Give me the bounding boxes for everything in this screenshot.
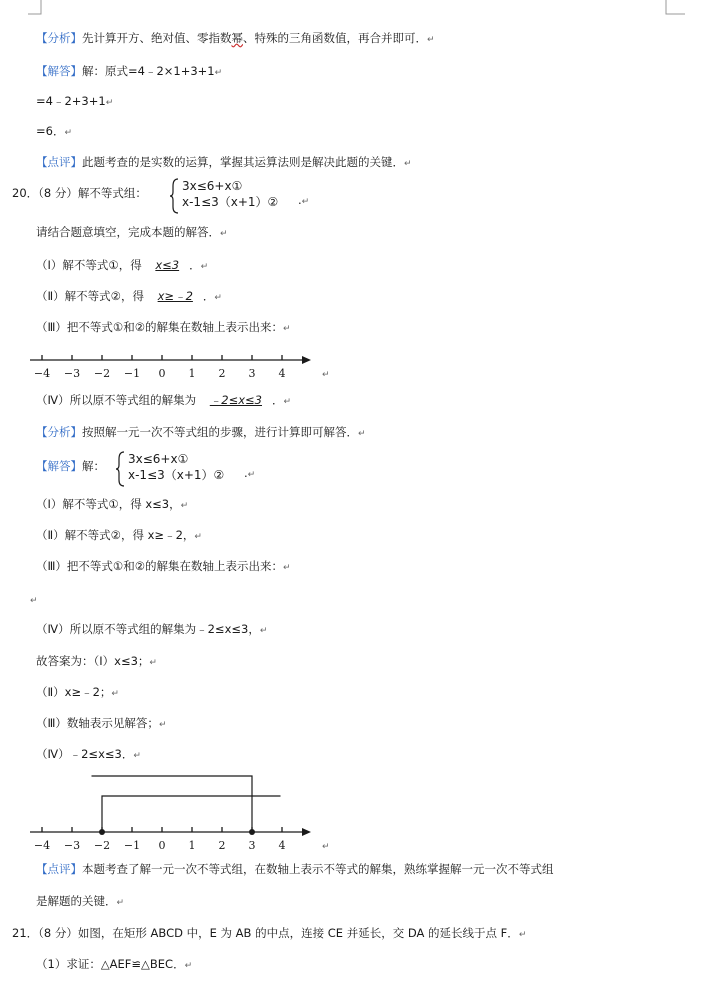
answer-2-system [128, 451, 224, 483]
solution-bracket-upper [92, 776, 253, 832]
axis-tick-label: −3 [63, 839, 81, 852]
q20-prefix [12, 186, 147, 200]
axis-tick-label: 1 [188, 839, 196, 852]
review-1 [36, 155, 412, 171]
paragraph-mark: ↵ [283, 324, 291, 334]
axis-tick-label: 3 [248, 839, 256, 852]
paragraph-mark: ↵ [64, 128, 72, 138]
answer-2-step-4 [36, 622, 267, 638]
axis-tick-label: 4 [278, 367, 286, 380]
paragraph-mark: ↵ [194, 532, 202, 542]
axis-tick-label: 3 [248, 367, 256, 380]
answer-1-line-2 [36, 94, 113, 110]
q20-part-1-blank: x≤3 [155, 258, 180, 272]
number-line-blank [30, 346, 360, 386]
answer-2-final [36, 654, 157, 670]
answer-2-final-4 [36, 747, 141, 763]
q20-prefix-text: 20．（8 分）解不等式组： [12, 186, 147, 200]
answer-1-text-3: =6． [36, 124, 65, 138]
paragraph-mark: ↵ [30, 596, 38, 606]
answer-2-inequality-2: x-1≤3（x+1）② [128, 468, 225, 482]
solution-bracket-lower [102, 796, 281, 832]
number-line-solution [30, 770, 360, 860]
analysis-2-text: 按照解一元一次不等式组的步骤，进行计算即可解答． [82, 425, 358, 439]
paragraph-mark: ↵ [301, 197, 310, 207]
q20-part-4: （Ⅳ）所以原不等式组的解集为 ﹣2≤x≤3 ．↵ [36, 393, 292, 407]
q21-text-1: 21．（8 分）如图，在矩形 ABCD 中，E 为 AB 的中点，连接 CE 并延长，交 DA 的延长线于点 F． [12, 926, 519, 940]
analysis-1-text-b: 、特殊的三角函数值，再合并即可． [243, 31, 427, 45]
review-2-tag: 【点评】 [36, 862, 82, 876]
q20-instruction-text: 请结合题意填空，完成本题的解答． [36, 225, 220, 239]
paragraph-mark: ↵ [404, 159, 412, 169]
answer-2-step-2-text: （Ⅱ）解不等式②，得 x≥﹣2， [36, 528, 195, 542]
axis-tick-label: 0 [158, 367, 166, 380]
q20-part-2: （Ⅱ）解不等式②，得 x≥﹣2 ．↵ [36, 289, 222, 303]
paragraph-mark: ↵ [158, 720, 167, 730]
axis-arrow [302, 356, 311, 364]
axis-tick-label: −4 [33, 367, 51, 380]
paragraph-mark: ↵ [105, 98, 114, 108]
answer-2-final-3 [36, 716, 166, 732]
analysis-2 [36, 425, 366, 441]
axis-tick-label: −3 [63, 367, 81, 380]
answer-2-inequality-1: 3x≤6+x① [128, 452, 189, 466]
paragraph-mark: ↵ [149, 658, 157, 668]
answer-2-step-3-text: （Ⅲ）把不等式①和②的解集在数轴上表示出来： [36, 559, 284, 573]
analysis-1 [36, 31, 435, 47]
analysis-1-tag: 【分析】 [36, 31, 82, 45]
axis-tick-label: −2 [93, 839, 111, 852]
paragraph-mark: ↵ [358, 429, 366, 439]
analysis-2-tag: 【分析】 [36, 425, 82, 439]
q21-text-2: （1）求证：△AEF≌△BEC． [36, 957, 185, 971]
axis-tick-label: −1 [123, 367, 141, 380]
analysis-1-text-a: 先计算开方、绝对值、零指数 [82, 31, 232, 45]
axis-tick-label: 4 [278, 839, 286, 852]
paragraph-mark: ↵ [214, 293, 222, 303]
answer-2-final-4-text: （Ⅳ）﹣2≤x≤3． [36, 747, 134, 761]
q20-end-mark: .↵ [298, 193, 310, 207]
q20-part-4-label: （Ⅳ）所以原不等式组的解集为 [36, 393, 197, 407]
paragraph-mark: ↵ [518, 930, 527, 940]
paragraph-mark: ↵ [247, 470, 256, 480]
q20-part-2-blank: x≥﹣2 [157, 289, 193, 303]
paragraph-mark: ↵ [283, 563, 291, 573]
review-2-line-1 [36, 862, 554, 876]
axis-tick-label: 0 [158, 839, 166, 852]
answer-1-line-3 [36, 124, 72, 140]
paragraph-mark: ↵ [259, 626, 268, 636]
q21-line-2 [36, 957, 192, 973]
answer-2-step-2 [36, 528, 202, 544]
paragraph-mark: ↵ [116, 898, 125, 908]
answer-2-final-2 [36, 685, 119, 701]
q20-instruction [36, 225, 228, 241]
q20-part-3 [36, 320, 291, 336]
q20-system [182, 178, 278, 210]
paragraph-mark: ↵ [180, 501, 189, 511]
answer-1-line-1 [36, 64, 222, 80]
answer-2-lead [36, 459, 105, 473]
q20-part-3-text: （Ⅲ）把不等式①和②的解集在数轴上表示出来： [36, 320, 284, 334]
solution-endpoint-lower [99, 829, 105, 835]
answer-1-text-1: 解：原式=4﹣2×1+3+1 [82, 64, 215, 78]
answer-2-brace [116, 451, 126, 487]
answer-2-tag: 【解答】 [36, 459, 82, 473]
corner-mark-left [28, 0, 42, 16]
review-2-line-2 [36, 894, 124, 910]
answer-2-step-1-text: （Ⅰ）解不等式①，得 x≤3， [36, 497, 181, 511]
answer-2-final-text: 故答案为：（Ⅰ）x≤3； [36, 654, 150, 668]
paragraph-mark: ↵ [133, 751, 141, 761]
review-2-text-1: 本题考查了解一元一次不等式组，在数轴上表示不等式的解集，熟练掌握解一元一次不等式组 [82, 862, 554, 876]
answer-2-final-3-text: （Ⅲ）数轴表示见解答； [36, 716, 159, 730]
answer-2-end-mark: .↵ [244, 466, 256, 480]
q20-part-1: （Ⅰ）解不等式①，得 x≤3 ．↵ [36, 258, 209, 272]
answer-2-step-1 [36, 497, 188, 513]
q20-part-4-blank: ﹣2≤x≤3 [209, 393, 262, 407]
review-1-tag: 【点评】 [36, 155, 82, 169]
review-1-text: 此题考查的是实数的运算，掌握其运算法则是解决此题的关键． [82, 155, 404, 169]
axis-tick-label: −1 [123, 839, 141, 852]
empty-paragraph [30, 592, 38, 608]
solution-endpoint-upper [249, 829, 255, 835]
answer-2-step-4-text: （Ⅳ）所以原不等式组的解集为﹣2≤x≤3， [36, 622, 260, 636]
paragraph-mark: ↵ [220, 229, 228, 239]
paragraph-mark: ↵ [322, 842, 330, 852]
axis-tick-label: −2 [93, 367, 111, 380]
answer-2-final-2-text: （Ⅱ）x≥﹣2； [36, 685, 112, 699]
q20-part-1-label: （Ⅰ）解不等式①，得 [36, 258, 142, 272]
paragraph-mark: ↵ [427, 35, 435, 45]
paragraph-mark: ↵ [184, 961, 193, 971]
axis-tick-label: 2 [218, 367, 226, 380]
paragraph-mark: ↵ [200, 262, 209, 272]
q20-inequality-1: 3x≤6+x① [182, 179, 243, 193]
q20-inequality-2: x-1≤3（x+1）② [182, 195, 279, 209]
axis-tick-label: −4 [33, 839, 51, 852]
answer-2-step-3 [36, 559, 291, 575]
analysis-1-wavy-word: 幂 [231, 31, 243, 45]
paragraph-mark: ↵ [283, 397, 292, 407]
review-2-text-2: 是解题的关键． [36, 894, 117, 908]
corner-mark-right [665, 0, 685, 16]
paragraph-mark: ↵ [214, 68, 223, 78]
q20-brace [170, 178, 180, 214]
answer-1-tag: 【解答】 [36, 64, 82, 78]
paragraph-mark: ↵ [322, 370, 330, 380]
paragraph-mark: ↵ [111, 689, 119, 699]
answer-1-text-2: =4﹣2+3+1 [36, 94, 106, 108]
axis-arrow [302, 828, 311, 836]
axis-tick-label: 1 [188, 367, 196, 380]
q21-line-1 [12, 926, 526, 942]
answer-2-lead-text: 解： [82, 459, 105, 473]
axis-tick-label: 2 [218, 839, 226, 852]
q20-part-2-label: （Ⅱ）解不等式②，得 [36, 289, 144, 303]
